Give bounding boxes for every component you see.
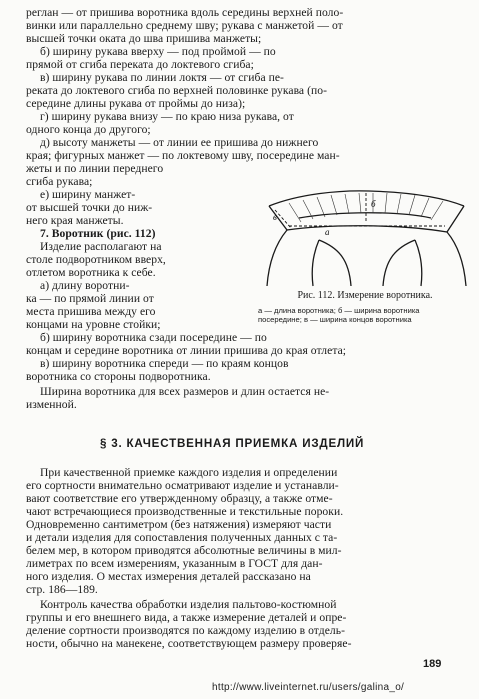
text-line: д) высоту манжеты — от линии ее пришива до нижнего — [40, 136, 319, 149]
text-line: сгиба рукава; — [26, 175, 93, 188]
text-line: и детали изделия для сопоставления полученных данных с та- — [26, 531, 338, 544]
text-line: высшей точки оката до шва пришива манжеты; — [26, 32, 262, 45]
text-line: Контроль качества обработки изделия пальтово-костюмной — [40, 598, 337, 611]
text-line: края; фигурных манжет — по локтевому шву, посередине ман- — [26, 149, 340, 162]
text-line: одного конца до другого; — [26, 123, 151, 136]
text-line: б) ширину воротника сзади посередине — по — [40, 331, 267, 344]
text-line: а) длину воротни- — [40, 279, 130, 292]
text-line: столе подворотником вверх, — [26, 253, 166, 266]
text-line: группы и его внешнего вида, а также измерение деталей и опре- — [26, 611, 347, 624]
text-line: отлетом воротника к себе. — [26, 266, 156, 279]
text-line: прямой от сгиба переката до локтевого сгиба; — [26, 58, 254, 71]
text-line: концами на уровне стойки; — [26, 318, 161, 331]
text-line: чают встречающиеся производственные и текстильные пороки. — [26, 505, 344, 518]
text-line: При качественной приемке каждого изделия и определении — [40, 466, 338, 479]
text-line: белем мер, в котором приводятся абсолютные величины в мил- — [26, 544, 342, 557]
text-line: него края манжеты. — [26, 214, 124, 227]
text-line: воротника со стороны подворотника. — [26, 370, 211, 383]
text-line: Одновременно сантиметром (без натяжения) измеряют части — [26, 518, 332, 531]
text-line: ности, обычно на манекене, соответствующем размеру проверяе- — [26, 637, 352, 650]
text-line: е) ширину манжет- — [40, 188, 136, 201]
text-line: в) ширину рукава по линии локтя — от сгиба пе- — [40, 71, 284, 84]
text-line: от высшей точки до ниж- — [26, 201, 153, 214]
text-line: б) ширину рукава вверху — под проймой — по — [40, 45, 276, 58]
text-line: стр. 186—189. — [26, 583, 98, 596]
text-line: реката до локтевого сгиба по верхней половинке рукава (по- — [26, 84, 328, 97]
text-line: середине длины рукава от проймы до низа); — [26, 97, 246, 110]
collar-illustration — [259, 180, 473, 288]
text-line: Ширина воротника для всех размеров и длин остается не- — [40, 385, 330, 398]
page-number: 189 — [423, 658, 442, 670]
text-line: лиметрах по всем измерениям, указанным в ГОСТ для дан- — [26, 557, 323, 570]
figure-legend-line: а — длина воротника; б — ширина воротника — [258, 306, 420, 315]
figure-legend-line: посередине; в — ширина концов воротника — [258, 315, 412, 324]
figure-letter-v: в — [273, 212, 277, 222]
text-line: ка — по прямой линии от — [26, 292, 154, 305]
text-line: концам и середине воротника от линии пришива до края отлета; — [26, 344, 347, 357]
text-line: винки или параллельно среднему шву; рукава с манжетой — от — [26, 19, 343, 32]
watermark-url: http://www.liveinternet.ru/users/galina_o/ — [212, 682, 405, 693]
text-line: вают соответствие его утвержденному образцу, а также отме- — [26, 492, 333, 505]
text-line: в) ширину воротника спереди — по краям концов — [40, 357, 289, 370]
figure-caption: Рис. 112. Измерение воротника. — [297, 290, 433, 301]
text-line: реглан — от пришива воротника вдоль середины верхней поло- — [26, 6, 344, 19]
figure-letter-b: б — [371, 199, 376, 209]
text-line: жеты и по линии переднего — [26, 162, 164, 175]
text-line: г) ширину рукава внизу — по краю низа рукава, от — [40, 110, 294, 123]
text-line: Изделие располагают на — [40, 240, 162, 253]
section-heading: § 3. КАЧЕСТВЕННАЯ ПРИЕМКА ИЗДЕЛИЙ — [100, 437, 365, 450]
text-line: изменной. — [26, 398, 77, 411]
text-line: деление сортности производятся по каждому изделию в отдель- — [26, 624, 345, 637]
text-line: места пришива между его — [26, 305, 156, 318]
text-line: ного изделия. О местах измерения деталей рассказано на — [26, 570, 311, 583]
text-line: его сортности внимательно осматривают изделие и устанавли- — [26, 479, 339, 492]
figure-letter-a: а — [325, 227, 330, 237]
subsection-title: 7. Воротник (рис. 112) — [40, 227, 156, 240]
